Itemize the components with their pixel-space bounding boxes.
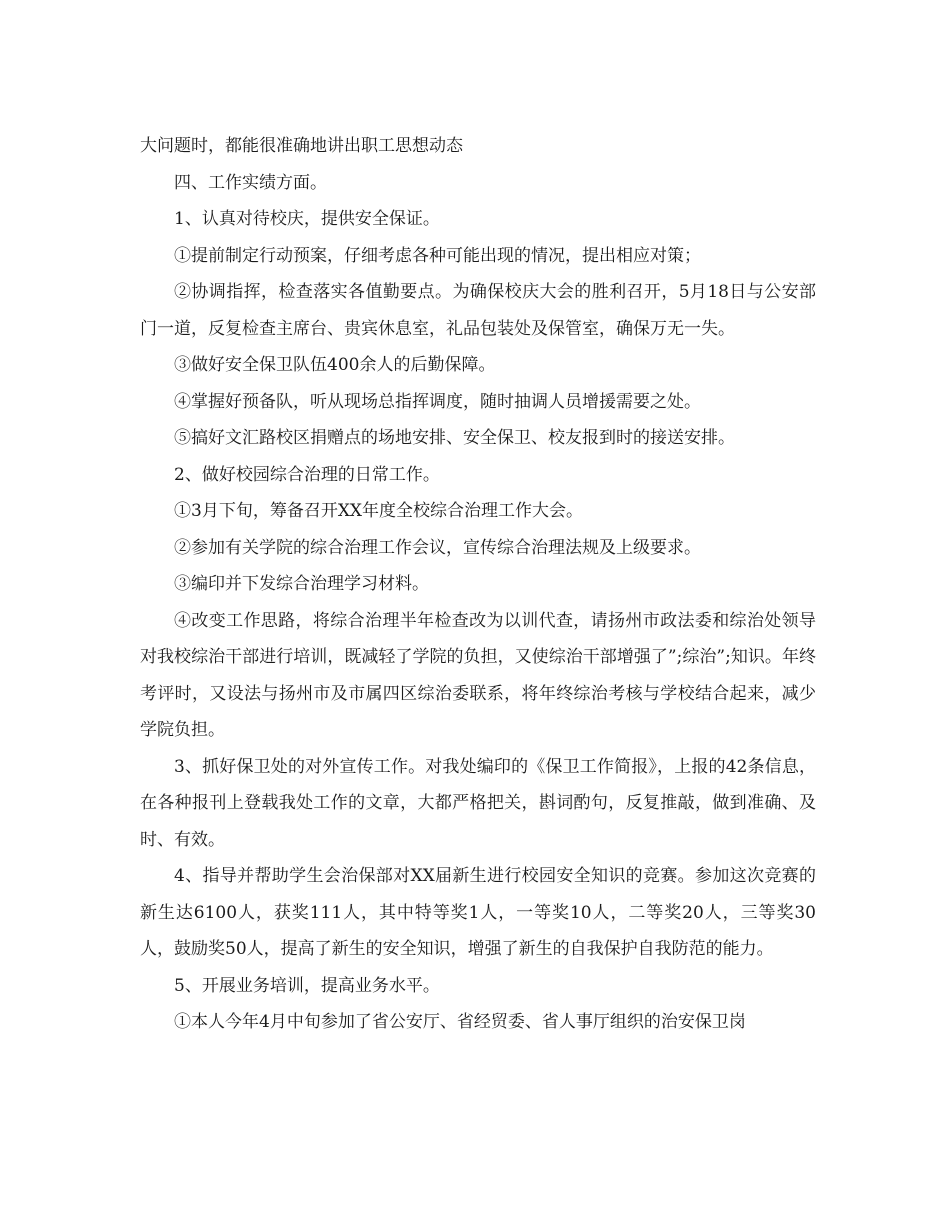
- paragraph: ②协调指挥，检查落实各值勤要点。为确保校庆大会的胜利召开，5月18日与公安部门一道，反复检查主席台、贵宾休息室，礼品包装处及保管室，确保万无一失。: [140, 282, 816, 339]
- item-heading: 2、做好校园综合治理的日常工作。: [174, 464, 440, 485]
- paragraph: ①本人今年4月中旬参加了省公安厅、省经贸委、省人事厅组织的治安保卫岗: [174, 1012, 746, 1032]
- paragraph: 4、指导并帮助学生会治保部对XX届新生进行校园安全知识的竞赛。参加这次竞赛的新生达6100人，获奖111人，其中特等奖1人，一等奖10人，二等奖20人，三等奖30人，鼓励奖50人，提高了新生的安全知识，增强了新生的自我保护自我防范的能力。: [140, 866, 816, 959]
- paragraph-continuation: 大问题时，都能很准确地讲出职工思想动态: [140, 136, 463, 156]
- paragraph: ②参加有关学院的综合治理工作会议，宣传综合治理法规及上级要求。: [174, 537, 701, 558]
- paragraph: ①3月下旬，筹备召开XX年度全校综合治理工作大会。: [174, 501, 584, 521]
- paragraph: 3、抓好保卫处的对外宣传工作。对我处编印的《保卫工作简报》，上报的42条信息，在各种报刊上登载我处工作的文章，大都严格把关，斟词酌句，反复推敲，做到准确、及时、有效。: [140, 756, 816, 850]
- paragraph: ④掌握好预备队，听从现场总指挥调度，随时抽调人员增援需要之处。: [174, 391, 701, 412]
- paragraph: ①提前制定行动预案，仔细考虑各种可能出现的情况，提出相应对策；: [174, 245, 701, 266]
- item-heading: 1、认真对待校庆，提供安全保证。: [174, 209, 440, 229]
- paragraph: ④改变工作思路，将综合治理半年检查改为以训代查，请扬州市政法委和综治处领导对我校综治干部进行培训，既减轻了学院的负担，又使综治干部增强了”;综治”;知识。年终考评时，又设法与扬州市及市属四区综治委联系，将年终综治考核与学校结合起来，减少学院负担。: [140, 610, 816, 740]
- paragraph: ③编印并下发综合治理学习材料。: [174, 574, 429, 594]
- paragraph: ③做好安全保卫队伍400余人的后勤保障。: [174, 355, 496, 375]
- document-body: [140, 128, 816, 1041]
- item-heading: 5、开展业务培训，提高业务水平。: [174, 975, 440, 996]
- section-heading: 四、工作实绩方面。: [174, 172, 327, 193]
- paragraph: ⑤搞好文汇路校区捐赠点的场地安排、安全保卫、校友报到时的接送安排。: [174, 428, 735, 448]
